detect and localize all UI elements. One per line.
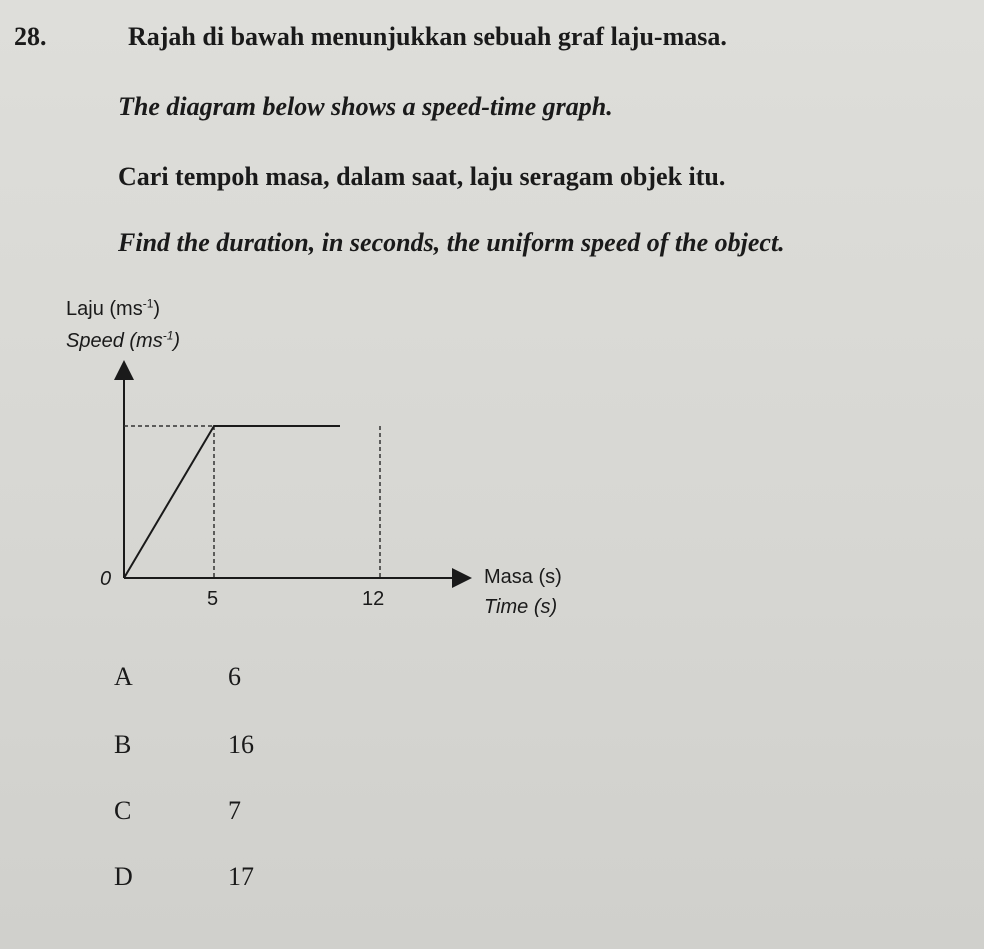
option-b-letter[interactable]: B [114, 730, 132, 759]
question-number: 28. [14, 22, 47, 51]
prompt-text-english: Find the duration, in seconds, the uniform speed of the object. [118, 228, 785, 257]
question-text-english: The diagram below shows a speed-time graph. [118, 92, 613, 121]
x-axis-label-malay: Masa (s) [484, 566, 562, 588]
option-a-letter[interactable]: A [114, 662, 133, 691]
question-text-malay: Rajah di bawah menunjukkan sebuah graf laju-masa. [128, 22, 727, 51]
option-b-value[interactable]: 16 [228, 730, 254, 759]
x-tick-5: 5 [207, 588, 219, 610]
option-c-value[interactable]: 7 [228, 796, 241, 825]
x-axis-label-english: Time (s) [484, 596, 558, 618]
option-d-value[interactable]: 17 [228, 862, 254, 891]
y-axis-label-english: Speed $(ms^{-1})$ [66, 328, 181, 352]
option-c-letter[interactable]: C [114, 796, 132, 825]
origin-label: 0 [100, 568, 112, 590]
y-axis-label-malay: Laju $(ms^{-1})$ [66, 296, 161, 320]
option-d-letter[interactable]: D [114, 862, 133, 891]
option-a-value[interactable]: 6 [228, 662, 241, 691]
x-tick-12: 12 [362, 588, 385, 610]
speed-curve [124, 426, 340, 578]
prompt-text-malay: Cari tempoh masa, dalam saat, laju seragam objek itu. [118, 162, 726, 191]
